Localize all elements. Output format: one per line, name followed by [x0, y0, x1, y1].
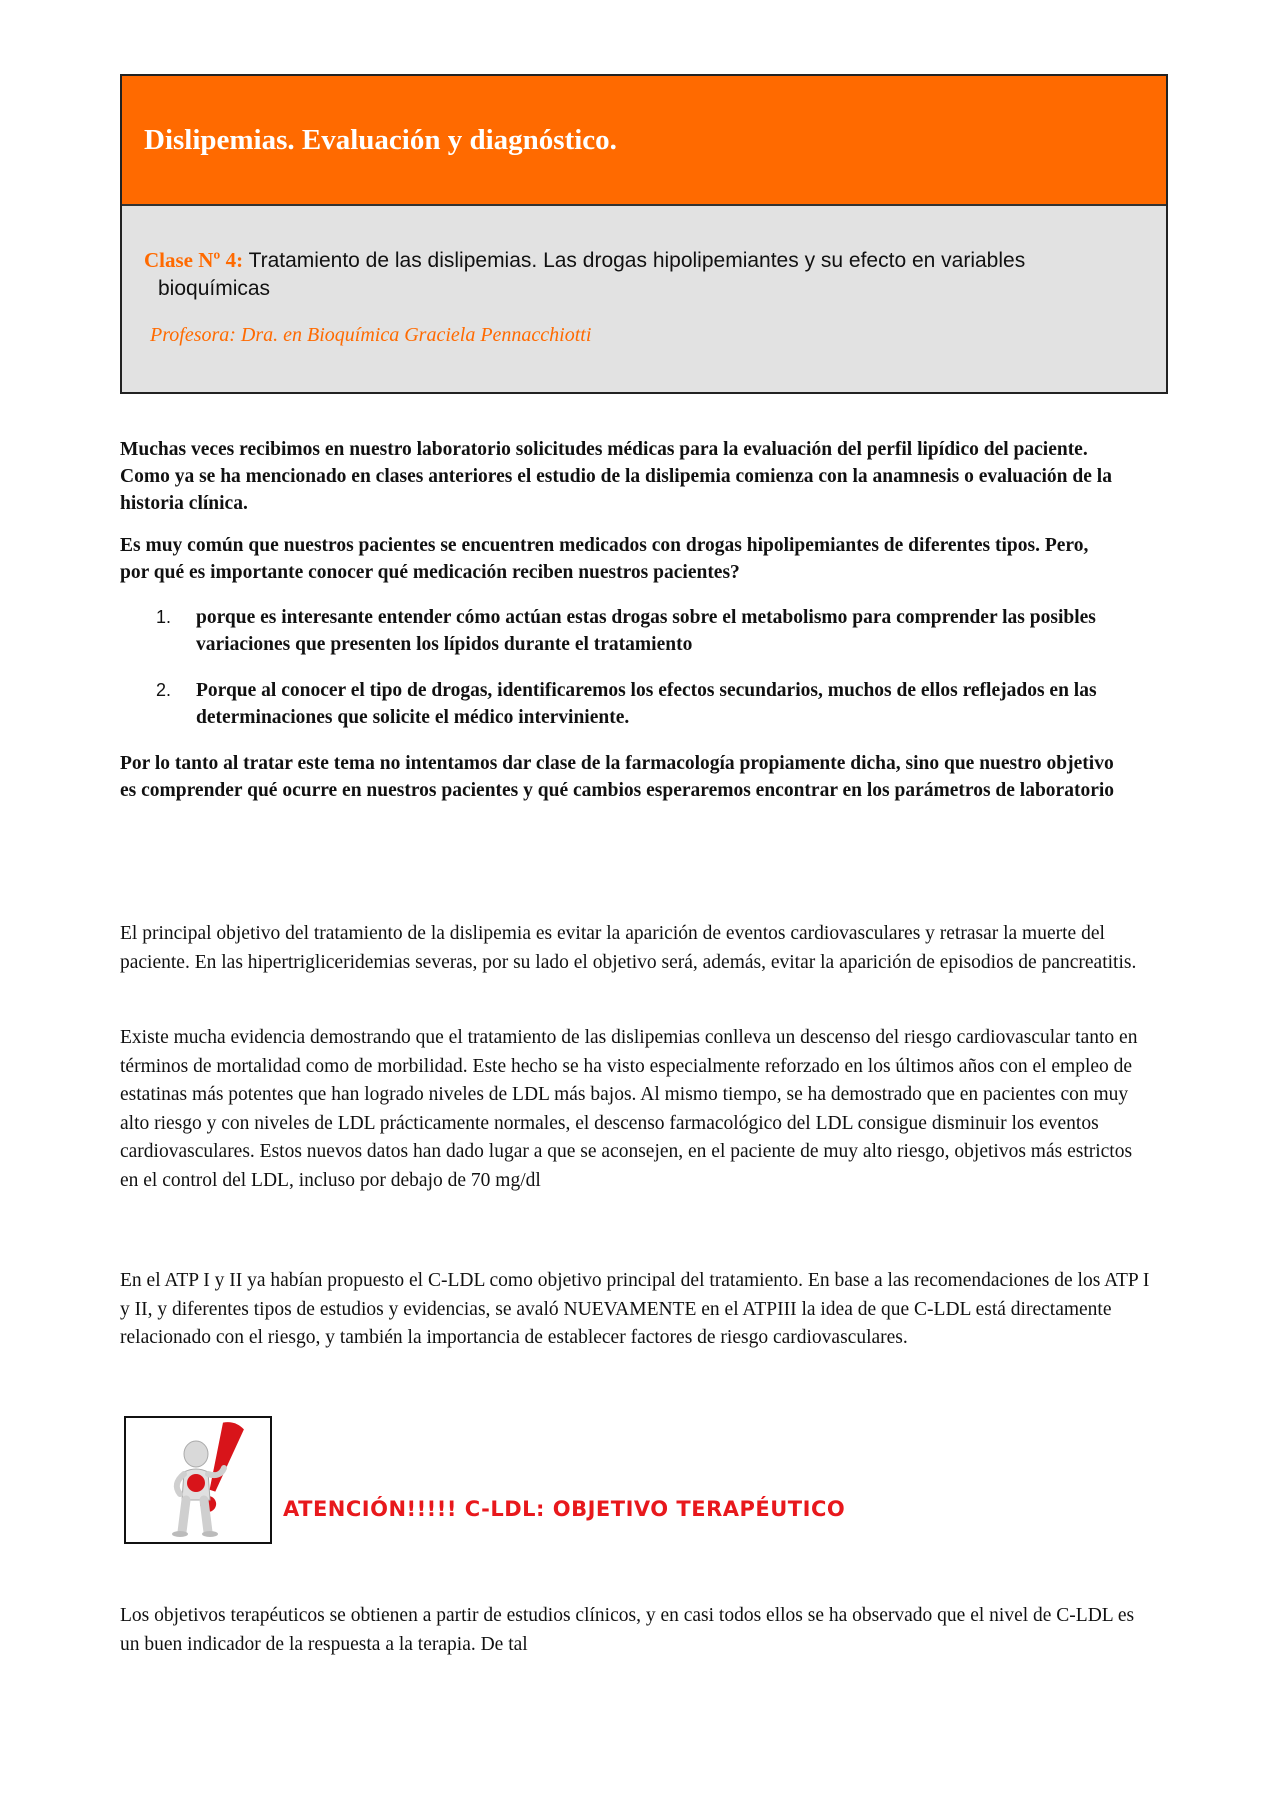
body-paragraph-1: El principal objetivo del tratamiento de la dislipemia es evitar la aparición de eventos cardiovasculares y retrasar la muerte del paciente. En las hipertrigliceridemias severas, por su lado el objetivo será, además, evitar la aparición de episodios de pancreatitis. [120, 923, 1137, 973]
intro-paragraph-1: Muchas veces recibimos en nuestro laboratorio solicitudes médicas para la evaluación del perfil lipídico del paciente. Como ya se ha mencionado en clases anteriores el estudio de la dislipemia comienza con la anamnesis o evaluación de la historia clínica. [120, 439, 1112, 514]
class-text-line1: Tratamiento de las dislipemias. Las drogas hipolipemiantes y su efecto en variables [248, 249, 1026, 272]
list-number: 1. [156, 607, 172, 627]
header-box [120, 74, 1168, 394]
attention-heading: ATENCIÓN!!!!! C-LDL: OBJETIVO TERAPÉUTICO [283, 1497, 846, 1521]
list-item [156, 604, 1126, 658]
body-paragraph-4: Los objetivos terapéuticos se obtienen a partir de estudios clínicos, y en casi todos ellos se ha observado que el nivel de C-LDL es un buen indicador de la respuesta a la terapia. De tal [120, 1605, 1135, 1655]
intro-paragraph-2: Es muy común que nuestros pacientes se encuentren medicados con drogas hipolipemiantes de diferentes tipos. Pero, por qué es importante conocer qué medicación reciben nuestros pacientes? [120, 535, 1089, 583]
class-info-panel [122, 206, 1166, 392]
list-text: porque es interesante entender cómo actúan estas drogas sobre el metabolismo para comprender las posibles variaciones que presenten los lípidos durante el tratamiento [196, 607, 1096, 655]
exclamation-figure-graphic [126, 1418, 270, 1542]
teacher-name: Profesora: Dra. en Bioquímica Graciela Pennacchiotti [150, 324, 592, 346]
body-paragraph-2: Existe mucha evidencia demostrando que el tratamiento de las dislipemias conlleva un descenso del riesgo cardiovascular tanto en términos de mortalidad como de morbilidad. Este hecho se ha visto especialmente reforzado en los últimos años con el empleo de estatinas más potentes que han logrado niveles de LDL más bajos. Al mismo tiempo, se ha demostrado que en pacientes con muy alto riesgo y con niveles de LDL prácticamente normales, el descenso farmacológico del LDL consigue disminuir los eventos cardiovasculares. Estos nuevos datos han dado lugar a que se aconsejen, en el paciente de muy alto riesgo, objetivos más estrictos en el control del LDL, incluso por debajo de 70 mg/dl [120, 1027, 1138, 1191]
title-band [122, 76, 1166, 206]
list-item [156, 677, 1126, 731]
class-line [144, 246, 1144, 303]
list-number: 2. [156, 680, 172, 700]
list-text: Porque al conocer el tipo de drogas, identificaremos los efectos secundarios, muchos de ellos reflejados en las determinaciones que solicite el médico interviniente. [196, 680, 1097, 728]
exclamation-figure-icon [124, 1416, 272, 1544]
class-label: Clase Nº 4: [144, 248, 244, 272]
document-title: Dislipemias. Evaluación y diagnóstico. [144, 124, 617, 156]
intro-paragraph-3: Por lo tanto al tratar este tema no intentamos dar clase de la farmacología propiamente dicha, sino que nuestro objetivo es comprender qué ocurre en nuestros pacientes y qué cambios esperaremos encontrar en los parámetros de laboratorio [120, 753, 1115, 801]
body-paragraph-3: En el ATP I y II ya habían propuesto el C-LDL como objetivo principal del tratamiento. En base a las recomendaciones de los ATP I y II, y diferentes tipos de estudios y evidencias, se avaló NUEVAMENTE en el ATPIII la idea de que C-LDL está directamente relacionado con el riesgo, y también la importancia de establecer factores de riesgo cardiovasculares. [120, 1270, 1150, 1348]
class-text-line2: bioquímicas [158, 277, 271, 300]
